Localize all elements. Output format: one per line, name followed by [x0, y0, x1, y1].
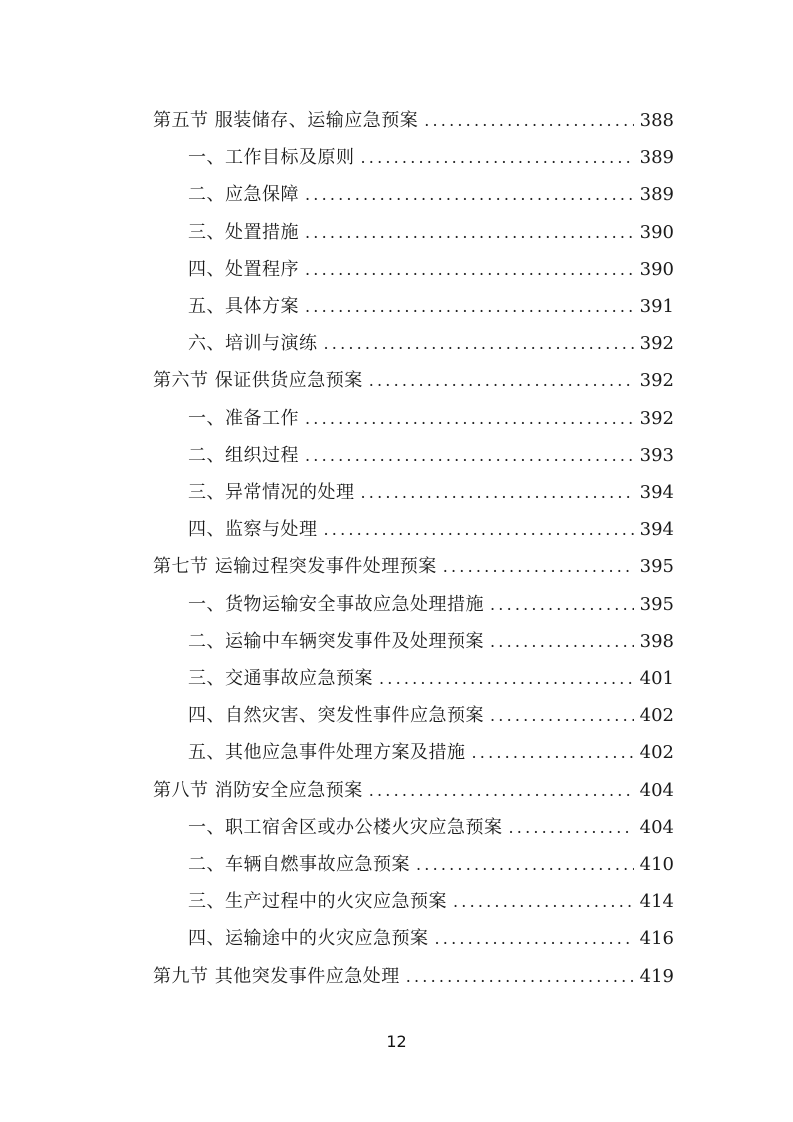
toc-entry-title: 第八节 消防安全应急预案: [153, 780, 363, 801]
toc-entry-title: 第六节 保证供货应急预案: [153, 370, 363, 391]
toc-dot-leader: [369, 778, 634, 804]
toc-dot-leader: [472, 740, 634, 766]
toc-entry-page: 390: [639, 259, 674, 280]
toc-entry-page: 394: [639, 519, 674, 540]
toc-entry[interactable]: [188, 815, 674, 841]
toc-entry-title: 一、职工宿舍区或办公楼火灾应急预案: [188, 817, 503, 838]
toc-dot-leader: [490, 703, 634, 729]
toc-entry-page: 389: [639, 147, 674, 168]
toc-entry[interactable]: [188, 629, 674, 655]
toc-entry[interactable]: [188, 480, 674, 506]
toc-dot-leader: [424, 108, 633, 134]
toc-entry-page: 416: [639, 928, 674, 949]
toc-dot-leader: [509, 815, 634, 841]
toc-entry[interactable]: [188, 889, 674, 915]
toc-entry-title: 第九节 其他突发事件应急处理: [153, 966, 400, 987]
toc-entry-page: 392: [639, 333, 674, 354]
toc-entry-title: 六、培训与演练: [188, 333, 318, 354]
toc-entry-title: 五、具体方案: [188, 296, 299, 317]
toc-entry[interactable]: [188, 517, 674, 543]
toc-entry[interactable]: [188, 443, 674, 469]
toc-entry-page: 401: [639, 668, 674, 689]
toc-dot-leader: [305, 220, 634, 246]
toc-entry[interactable]: [188, 592, 674, 618]
toc-entry-page: 390: [639, 222, 674, 243]
toc-entry[interactable]: [188, 406, 674, 432]
toc-entry-page: 392: [639, 370, 674, 391]
toc-entry[interactable]: [188, 257, 674, 283]
toc-entry-page: 394: [639, 482, 674, 503]
toc-entry-title: 一、准备工作: [188, 408, 299, 429]
toc-entry-page: 388: [639, 110, 674, 131]
toc-entry[interactable]: [188, 703, 674, 729]
toc-entry[interactable]: [188, 852, 674, 878]
toc-entry-title: 二、应急保障: [188, 184, 299, 205]
toc-dot-leader: [305, 294, 634, 320]
toc-entry-page: 414: [639, 891, 674, 912]
toc-entry[interactable]: [188, 666, 674, 692]
toc-entry-title: 二、运输中车辆突发事件及处理预案: [188, 631, 484, 652]
toc-dot-leader: [435, 926, 634, 952]
toc-dot-leader: [305, 406, 634, 432]
toc-entry-page: 395: [639, 556, 674, 577]
toc-entry[interactable]: [188, 145, 674, 171]
page-number: 12: [386, 1032, 407, 1051]
toc-dot-leader: [453, 889, 634, 915]
toc-entry[interactable]: [153, 108, 674, 134]
toc-dot-leader: [305, 443, 634, 469]
toc-entry-page: 395: [639, 594, 674, 615]
toc-entry-title: 一、工作目标及原则: [188, 147, 355, 168]
toc-entry-page: 389: [639, 184, 674, 205]
toc-dot-leader: [406, 964, 634, 990]
toc-dot-leader: [305, 257, 634, 283]
toc-entry-title: 第五节 服装储存、运输应急预案: [153, 110, 419, 131]
toc-entry-title: 三、交通事故应急预案: [188, 668, 373, 689]
toc-entry-page: 402: [639, 705, 674, 726]
toc-entry-title: 第七节 运输过程突发事件处理预案: [153, 556, 437, 577]
toc-entry-title: 三、异常情况的处理: [188, 482, 355, 503]
toc-entry-title: 一、货物运输安全事故应急处理措施: [188, 594, 484, 615]
toc-dot-leader: [443, 554, 634, 580]
toc-entry-title: 四、运输途中的火灾应急预案: [188, 928, 429, 949]
toc-dot-leader: [369, 368, 634, 394]
toc-entry[interactable]: [188, 294, 674, 320]
toc-entry[interactable]: [188, 926, 674, 952]
toc-entry-title: 四、处置程序: [188, 259, 299, 280]
toc-entry[interactable]: [188, 331, 674, 357]
toc-entry-title: 二、车辆自燃事故应急预案: [188, 854, 410, 875]
toc-entry[interactable]: [153, 964, 674, 990]
toc-dot-leader: [379, 666, 634, 692]
toc-dot-leader: [305, 182, 634, 208]
toc-entry[interactable]: [188, 182, 674, 208]
toc-dot-leader: [490, 629, 634, 655]
toc-entry-title: 二、组织过程: [188, 445, 299, 466]
toc-entry-title: 三、处置措施: [188, 222, 299, 243]
toc-dot-leader: [361, 145, 634, 171]
toc-entry[interactable]: [188, 220, 674, 246]
toc-dot-leader: [490, 592, 634, 618]
toc-entry-page: 393: [639, 445, 674, 466]
toc-dot-leader: [361, 480, 634, 506]
toc-dot-leader: [324, 331, 634, 357]
toc-entry-title: 五、其他应急事件处理方案及措施: [188, 742, 466, 763]
toc-entry[interactable]: [153, 778, 674, 804]
toc-entry-page: 392: [639, 408, 674, 429]
toc-entry-page: 402: [639, 742, 674, 763]
toc-entry-page: 404: [639, 817, 674, 838]
toc-entry-page: 391: [639, 296, 674, 317]
toc-entry[interactable]: [188, 740, 674, 766]
toc-entry[interactable]: [153, 554, 674, 580]
toc-entry-title: 四、监察与处理: [188, 519, 318, 540]
toc-dot-leader: [416, 852, 634, 878]
toc-entry-page: 419: [639, 966, 674, 987]
toc-entry-page: 404: [639, 780, 674, 801]
toc-entry-title: 三、生产过程中的火灾应急预案: [188, 891, 447, 912]
toc-entry[interactable]: [153, 368, 674, 394]
toc-entry-page: 410: [639, 854, 674, 875]
toc-dot-leader: [324, 517, 634, 543]
toc-entry-title: 四、自然灾害、突发性事件应急预案: [188, 705, 484, 726]
toc-entry-page: 398: [639, 631, 674, 652]
